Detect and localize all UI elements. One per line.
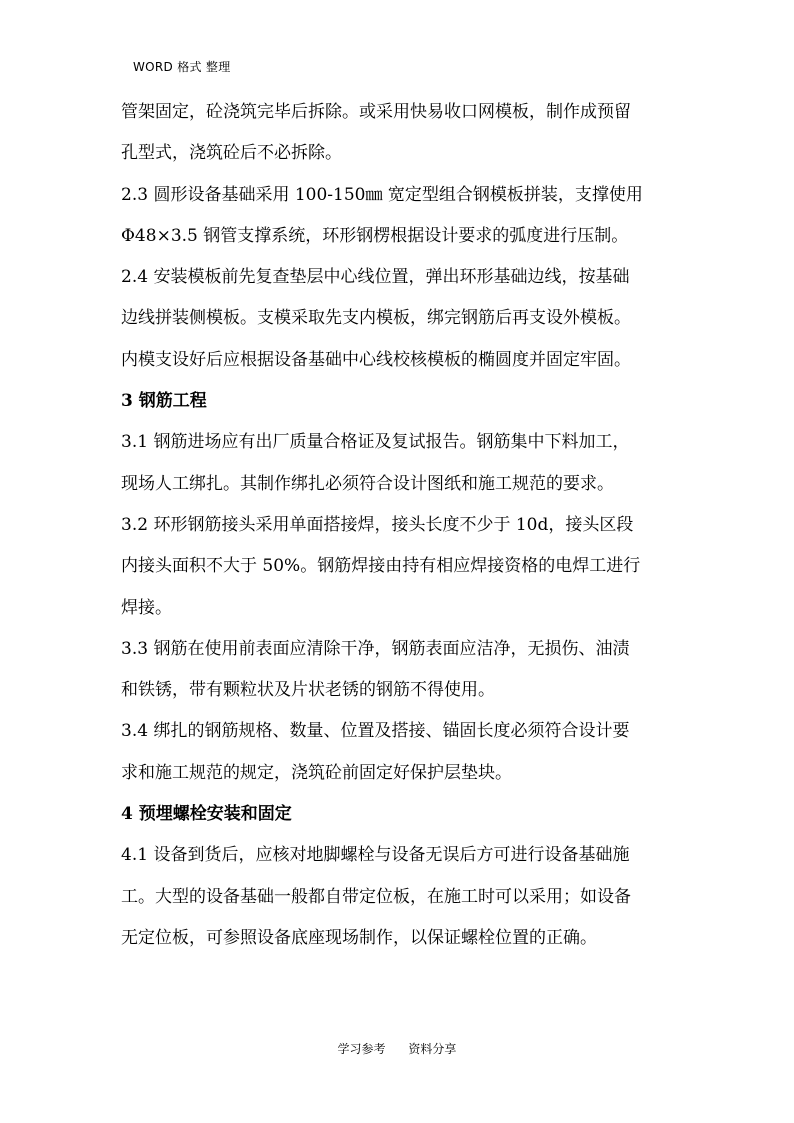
paragraph-line: 3.1 钢筋进场应有出厂质量合格证及复试报告。钢筋集中下料加工， xyxy=(121,432,630,453)
section-heading: 3 钢筋工程 xyxy=(121,391,207,412)
paragraph-line: 边线拼装侧模板。支模采取先支内模板，绑完钢筋后再支设外模板。 xyxy=(121,308,631,329)
paragraph-line: 3.2 环形钢筋接头采用单面搭接焊，接头长度不少于 10d，接头区段 xyxy=(121,514,634,535)
paragraph-line: 焊接。 xyxy=(121,597,172,618)
paragraph-line: Φ48×3.5 钢管支撑系统，环形钢楞根据设计要求的弧度进行压制。 xyxy=(121,225,629,246)
paragraph-line: 2.4 安装模板前先复查垫层中心线位置，弹出环形基础边线，按基础 xyxy=(121,267,630,288)
page-header: WORD 格式 整理 xyxy=(133,60,231,74)
paragraph-line: 2.3 圆形设备基础采用 100-150㎜ 宽定型组合钢模板拼装，支撑使用 xyxy=(121,184,643,205)
page-footer: 学习参考 资料分享 xyxy=(337,1042,457,1056)
paragraph-line: 3.4 绑扎的钢筋规格、数量、位置及搭接、锚固长度必须符合设计要 xyxy=(121,721,630,742)
paragraph-line: 求和施工规范的规定，浇筑砼前固定好保护层垫块。 xyxy=(121,762,512,783)
paragraph-line: 工。大型的设备基础一般都自带定位板，在施工时可以采用；如设备 xyxy=(121,886,631,907)
section-heading: 4 预埋螺栓安装和固定 xyxy=(121,804,292,825)
document-body xyxy=(121,92,681,959)
paragraph-line: 和铁锈，带有颗粒状及片状老锈的钢筋不得使用。 xyxy=(121,680,495,701)
paragraph-line: 管架固定，砼浇筑完毕后拆除。或采用快易收口网模板，制作成预留 xyxy=(121,102,631,122)
paragraph-line: 4.1 设备到货后，应核对地脚螺栓与设备无误后方可进行设备基础施 xyxy=(121,845,630,866)
paragraph-line: 内接头面积不大于 50%。钢筋焊接由持有相应焊接资格的电焊工进行 xyxy=(121,556,641,577)
paragraph-line: 现场人工绑扎。其制作绑扎必须符合设计图纸和施工规范的要求。 xyxy=(121,473,614,494)
paragraph-line: 3.3 钢筋在使用前表面应清除干净，钢筋表面应洁净，无损伤、油渍 xyxy=(121,638,630,659)
paragraph-line: 孔型式，浇筑砼后不必拆除。 xyxy=(121,143,342,164)
paragraph-line: 无定位板，可参照设备底座现场制作，以保证螺栓位置的正确。 xyxy=(121,927,597,948)
paragraph-line: 内模支设好后应根据设备基础中心线校核模板的椭圆度并固定牢固。 xyxy=(121,349,631,370)
